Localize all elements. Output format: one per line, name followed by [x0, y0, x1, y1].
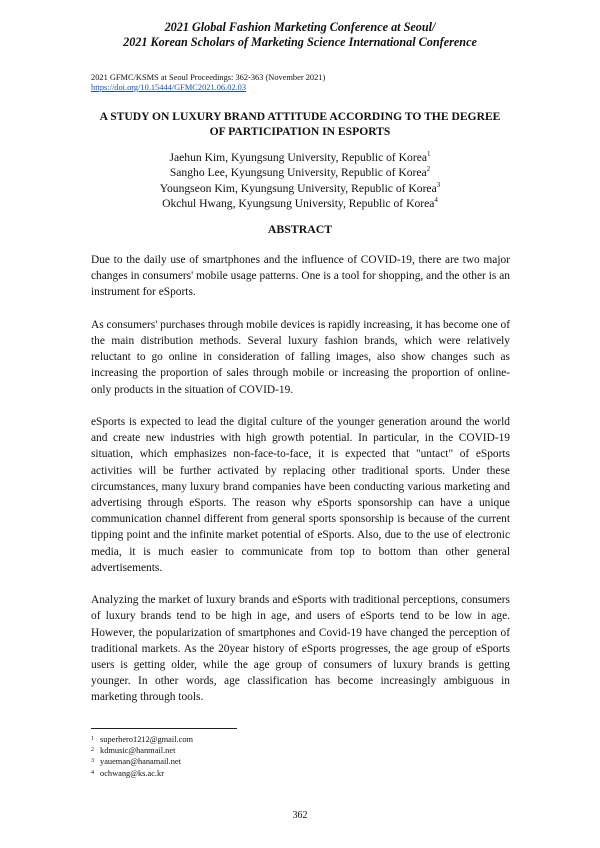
- author-name: Jaehun Kim: [169, 151, 226, 164]
- footnote-divider: [91, 728, 237, 729]
- author-affiliation: , Kyungsung University, Republic of Korea: [224, 166, 427, 180]
- abstract-paragraph: As consumers' purchases through mobile devices is rapidly increasing, it has become one of the main distribution methods. Several luxury fashion brands, which were relatively reluctant to go online in consideration of falling images, also show changes such as increasing the proportion of sales through mobile or increasing the proportion of online-only products in the situation of COVID-19.: [91, 318, 510, 396]
- page-number: 362: [292, 810, 308, 821]
- footnote-email: ochwang@ks.ac.kr: [100, 768, 164, 778]
- proceedings-line: 2021 GFMC/KSMS at Seoul Proceedings: 362-363 (November 2021): [91, 73, 326, 82]
- author-affiliation: , Kyungsung University, Republic of Korea: [225, 151, 427, 164]
- conference-header-line: 2021 Global Fashion Marketing Conference at Seoul/: [164, 20, 436, 34]
- abstract-heading: ABSTRACT: [267, 222, 333, 236]
- author-affiliation: , Kyungsung University, Republic of Korea: [234, 181, 437, 195]
- author-footnote-mark: 2: [426, 165, 431, 174]
- conference-header: [0, 20, 600, 50]
- author-footnote-mark: 3: [436, 180, 441, 189]
- footnotes: [91, 734, 193, 779]
- author-affiliation: , Kyungsung University, Republic of Korea: [232, 196, 435, 210]
- author-footnote-mark: 1: [427, 150, 431, 158]
- author-entry: [80, 181, 520, 196]
- paper-title-line: A STUDY ON LUXURY BRAND ATTITUDE ACCORDING TO THE DEGREE: [99, 110, 501, 123]
- abstract-body: [91, 252, 510, 722]
- author-entry: [80, 196, 520, 211]
- author-entry: [80, 150, 520, 165]
- author-name: Youngseon Kim: [159, 181, 235, 195]
- footnote-email: kdmusic@hanmail.net: [100, 746, 176, 756]
- author-footnote-mark: 4: [434, 195, 438, 204]
- footnote: [91, 745, 193, 756]
- footnote: [91, 734, 193, 745]
- author-list: [80, 150, 520, 211]
- footnote-number: 3: [91, 758, 94, 765]
- conference-header-line: 2021 Korean Scholars of Marketing Science International Conference: [123, 35, 477, 49]
- footnote-number: 2: [91, 747, 94, 754]
- doi-link[interactable]: https://doi.org/10.15444/GFMC2021.06.02.03: [91, 83, 247, 92]
- paper-title-line: OF PARTICIPATION IN ESPORTS: [209, 125, 391, 138]
- author-name: Sangho Lee: [169, 166, 225, 180]
- author-entry: [80, 165, 520, 180]
- footnote-email: yaueman@hanamail.net: [100, 757, 181, 767]
- footnote: [91, 756, 193, 767]
- abstract-paragraph: Analyzing the market of luxury brands and eSports with traditional perceptions, consumers of luxury brands tend to be high in age, and users of eSports tend to be low in age. However, the popularization of smartphones and Covid-19 have changed the perception of traditional markets. As the 20year history of eSports progresses, the age group of eSports users is getting older, while the age group of consumers of luxury brands is getting younger. In other words, age classification has become increasingly ambiguous in marketing through tools.: [91, 594, 510, 704]
- author-name: Okchul Hwang: [162, 196, 233, 210]
- paper-title: [80, 109, 520, 139]
- footnote-number: 4: [91, 769, 94, 776]
- footnote: [91, 768, 193, 779]
- footnote-email: superhero1212@gmail.com: [100, 735, 194, 744]
- abstract-paragraph: eSports is expected to lead the digital culture of the younger generation around the world and create new industries with high growth potential. In particular, in the COVID-19 situation, which emphasizes non-face-to-face, it is expected that "untact" of eSports activities will be further activated by replacing other traditional sports. Under these circumstances, many luxury brand companies have been conducting various marketing and advertising through eSports. The reason why eSports sponsorship can have a unique communication channel different from general sports sponsorship is because of the current tipping point and the infinite market potential of eSports. Also, due to the use of electronic media, it is much easier to communicate from top to bottom than other general advertisements.: [91, 416, 510, 574]
- footnote-number: 1: [91, 736, 94, 742]
- abstract-paragraph: Due to the daily use of smartphones and the influence of COVID-19, there are two major changes in consumers' mobile usage patterns. One is a tool for shopping, and the other is an instrument for eSports.: [91, 254, 510, 299]
